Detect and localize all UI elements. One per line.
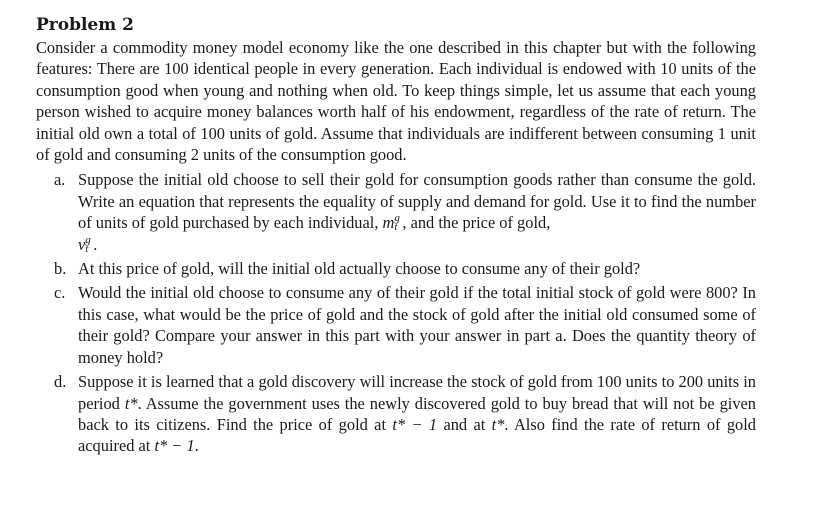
problem-document (36, 14, 756, 460)
period-t-star-minus-1-2: t* − 1 (154, 436, 195, 456)
period-t-star-minus-1: t* − 1 (392, 414, 438, 434)
symbol-v: v (78, 234, 86, 254)
part-a (36, 169, 756, 255)
part-d-text-5: . (194, 436, 199, 456)
problem-title: Problem 2 (36, 15, 134, 35)
m-scripts (394, 214, 402, 232)
part-d-text-1: Suppose it is learned that a gold discovery will increase the stock of gold from 100 units to 200 units in period (78, 372, 756, 413)
part-d-text-2: . Assume the government uses the newly discovered gold to buy bread that will not be given back to its citizens. Find the price of gold at (78, 393, 756, 434)
period-t-star-2: t* (491, 414, 505, 434)
part-a-text-2: , and the price of gold, (402, 213, 551, 233)
problem-parts-list (36, 169, 756, 456)
problem-intro: Consider a commodity money model economy like the one described in this chapter but with the following features: There are 100 identical people in every generation. Each individual is endowed with 10 units of the consumption good when young and nothing when old. To keep things simple, let us assume that each young person wished to acquire money balances worth half of his endowment, regardless of the rate of return. The initial old own a total of 100 units of gold. Assume that individuals are indifferent between consuming 1 unit of gold and consuming 2 units of the consumption good. (36, 38, 756, 165)
part-b (36, 258, 756, 279)
part-a-text-3: . (93, 234, 98, 254)
part-a-label: a. (54, 170, 66, 190)
part-d-text-4: . Also find the rate of return of gold acquired at (78, 414, 757, 456)
m-subscript: t (394, 221, 398, 234)
part-d (36, 371, 756, 457)
part-d-label: d. (54, 372, 67, 392)
v-scripts (85, 233, 93, 255)
part-c (36, 282, 756, 368)
v-subscript: t (85, 242, 89, 255)
part-c-label: c. (54, 283, 66, 303)
part-b-label: b. (54, 259, 67, 279)
period-t-star: t* (124, 393, 138, 413)
part-c-text: Would the initial old choose to consume any of their gold if the total initial stock of gold were 800? In this case, what would be the price of gold and the stock of gold after the initial old consumed some of their gold? Compare your answer in this part with your answer in part a. Does the quantity theory of money hold? (78, 283, 756, 367)
part-d-text-3: and at (437, 414, 492, 434)
m-superscript: g (394, 212, 400, 225)
part-b-text: At this price of gold, will the initial old actually choose to consume any of their gold? (78, 259, 641, 279)
symbol-m: m (382, 213, 395, 233)
part-a-text-1: Suppose the initial old choose to sell their gold for consumption goods rather than consume the gold. Write an equation that represents the equality of supply and demand for gold. Use it to find the number of units of gold purchased by each individual, (78, 170, 756, 233)
v-superscript: g (85, 233, 91, 246)
